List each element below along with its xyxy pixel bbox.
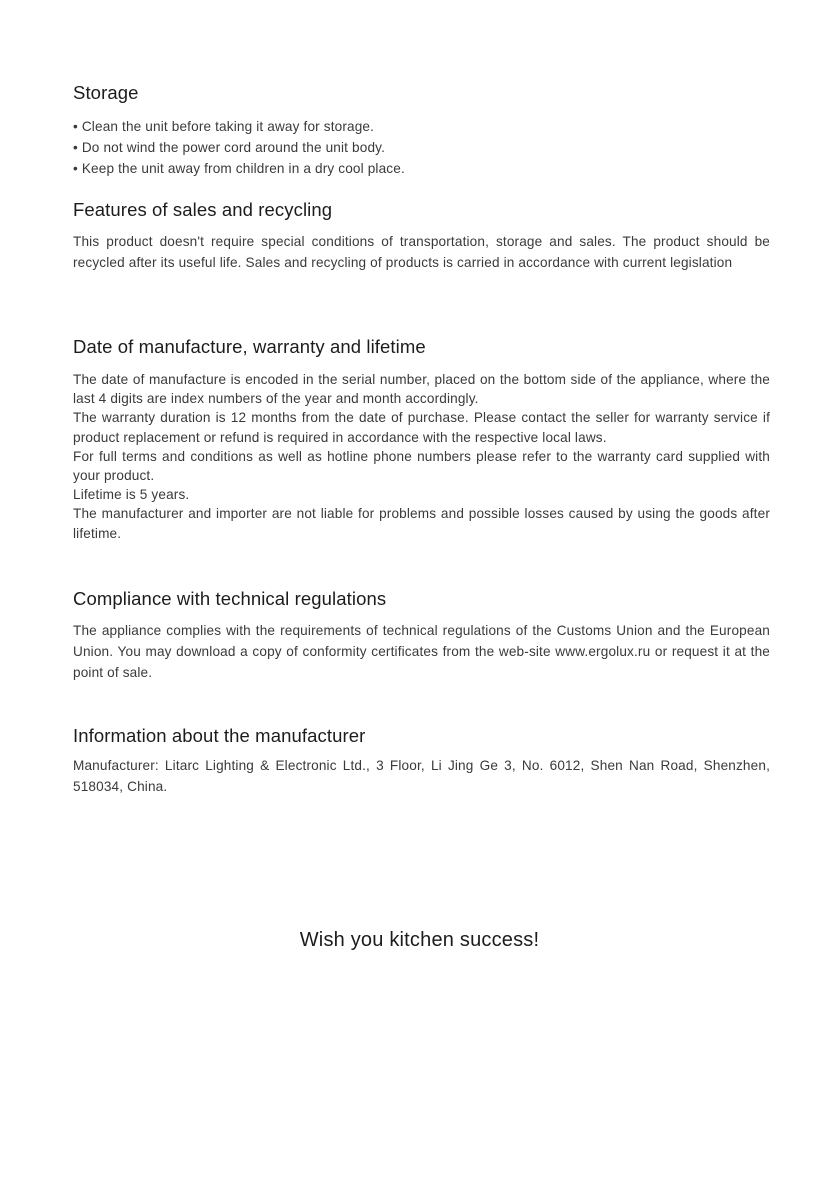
storage-heading: Storage <box>73 82 139 103</box>
warranty-text <box>73 370 770 543</box>
closing-message: Wish you kitchen success! <box>299 929 540 951</box>
warranty-paragraph: Lifetime is 5 years. <box>73 487 190 503</box>
storage-item: • Keep the unit away from children in a dry cool place. <box>73 158 770 179</box>
storage-item: • Do not wind the power cord around the unit body. <box>73 137 770 158</box>
sales-recycling-heading: Features of sales and recycling <box>73 199 333 220</box>
storage-item: • Clean the unit before taking it away for storage. <box>73 116 770 137</box>
storage-list <box>73 116 770 179</box>
sales-recycling-text: This product doesn't require special conditions of transportation, storage and sales. The product should be recycled after its useful life. Sales and recycling of products is carried in accordance with current legislation <box>73 234 770 270</box>
warranty-paragraph: The warranty duration is 12 months from the date of purchase. Please contact the seller for warranty service if product replacement or refund is required in accordance with the respective local laws. <box>73 410 770 445</box>
warranty-heading: Date of manufacture, warranty and lifetime <box>73 336 426 357</box>
compliance-text: The appliance complies with the requirements of technical regulations of the Customs Union and the European Union. You may download a copy of conformity certificates from the web-site www.ergolux.ru or request it at the point of sale. <box>73 623 770 680</box>
warranty-paragraph: For full terms and conditions as well as hotline phone numbers please refer to the warranty card supplied with your product. <box>73 448 770 484</box>
manufacturer-text: Manufacturer: Litarc Lighting & Electronic Ltd., 3 Floor, Li Jing Ge 3, No. 6012, Shen Nan Road, Shenzhen, 518034, China. <box>73 758 770 794</box>
warranty-paragraph: The date of manufacture is encoded in the serial number, placed on the bottom side of the appliance, where the last 4 digits are index numbers of the year and month accordingly. <box>73 372 770 407</box>
warranty-paragraph: The manufacturer and importer are not liable for problems and possible losses caused by using the goods after lifetime. <box>73 506 770 541</box>
compliance-heading: Compliance with technical regulations <box>73 588 387 609</box>
manufacturer-heading: Information about the manufacturer <box>73 725 366 746</box>
